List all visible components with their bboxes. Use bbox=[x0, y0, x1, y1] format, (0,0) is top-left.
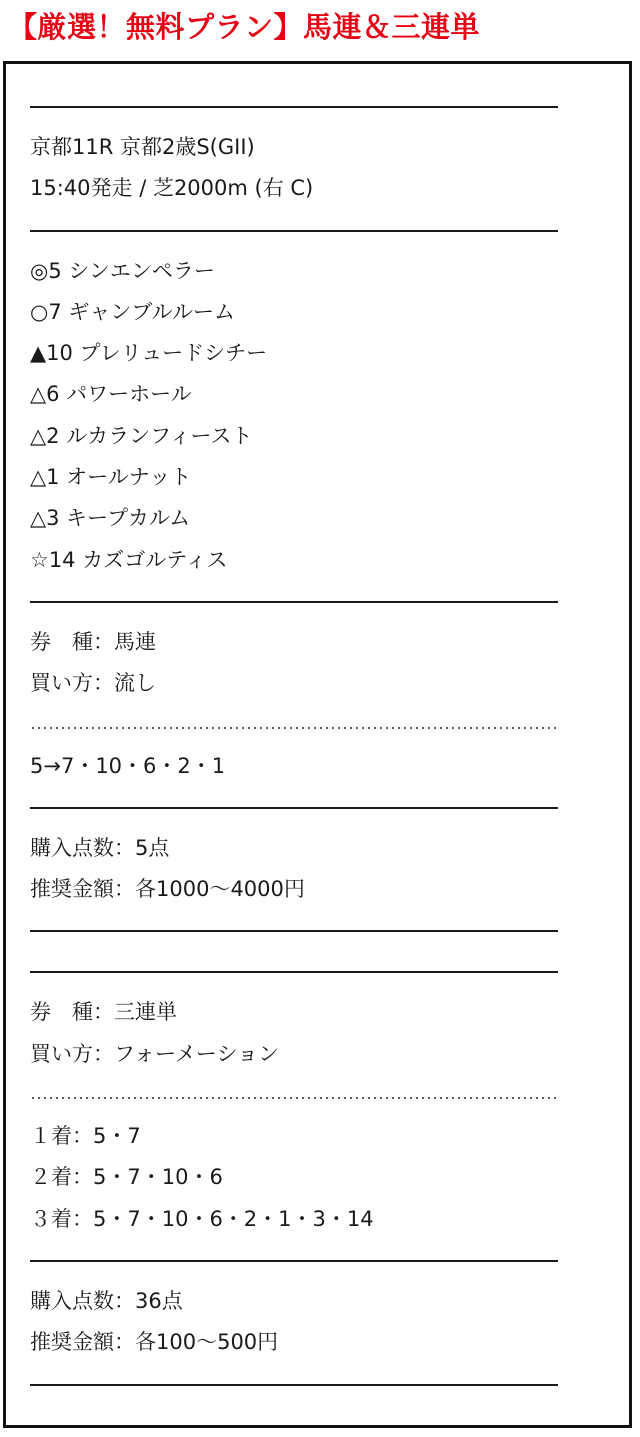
race-name: 京都11R 京都2歳S(GII) bbox=[30, 135, 255, 159]
race-info: 15:40発走 / 芝2000m (右 C) bbox=[30, 176, 314, 201]
horse-entry: △6 パワーホール bbox=[30, 382, 192, 407]
purchase-points: 購入点数：5点 bbox=[30, 835, 170, 860]
divider-line bbox=[30, 581, 570, 622]
dotted-divider bbox=[30, 1075, 570, 1116]
divider-line bbox=[30, 951, 570, 992]
horse-entry: ☆14 カズゴルティス bbox=[30, 547, 228, 572]
divider-line bbox=[30, 1364, 570, 1405]
bet-type: 券 種：三連単 bbox=[30, 1000, 177, 1025]
prediction-content bbox=[30, 86, 570, 1405]
recommended-amount: 推奨金額：各1000〜4000円 bbox=[30, 877, 305, 902]
bet-method: 買い方：流し bbox=[30, 671, 156, 696]
purchase-points: 購入点数：36点 bbox=[30, 1288, 183, 1313]
horse-entry: △1 オールナット bbox=[30, 465, 192, 490]
divider-line bbox=[30, 787, 570, 828]
bet-method: 買い方：フォーメーション bbox=[30, 1041, 280, 1066]
horse-entry: ○7 ギャンブルルーム bbox=[30, 299, 235, 324]
dotted-divider bbox=[30, 705, 570, 746]
bet-combination: 5→7・10・6・2・1 bbox=[30, 753, 226, 778]
prediction-box bbox=[3, 61, 632, 1428]
second-place: ２着：5・7・10・6 bbox=[30, 1165, 223, 1190]
divider-line bbox=[30, 1240, 570, 1281]
horse-entry: ◎5 シンエンペラー bbox=[30, 258, 215, 283]
third-place: ３着：5・7・10・6・2・1・3・14 bbox=[30, 1206, 374, 1231]
horse-list bbox=[30, 251, 570, 581]
first-place: １着：5・7 bbox=[30, 1124, 141, 1149]
horse-entry: △3 キープカルム bbox=[30, 506, 191, 531]
divider-line bbox=[30, 210, 570, 251]
divider-line bbox=[30, 910, 570, 951]
horse-entry: ▲10 プレリュードシチー bbox=[30, 341, 268, 366]
recommended-amount: 推奨金額：各100〜500円 bbox=[30, 1330, 279, 1355]
divider-line bbox=[30, 86, 570, 127]
horse-entry: △2 ルカランフィースト bbox=[30, 423, 253, 448]
bet-type: 券 種：馬連 bbox=[30, 629, 156, 654]
page-title: 【厳選！無料プラン】馬連＆三連単 bbox=[8, 10, 481, 44]
